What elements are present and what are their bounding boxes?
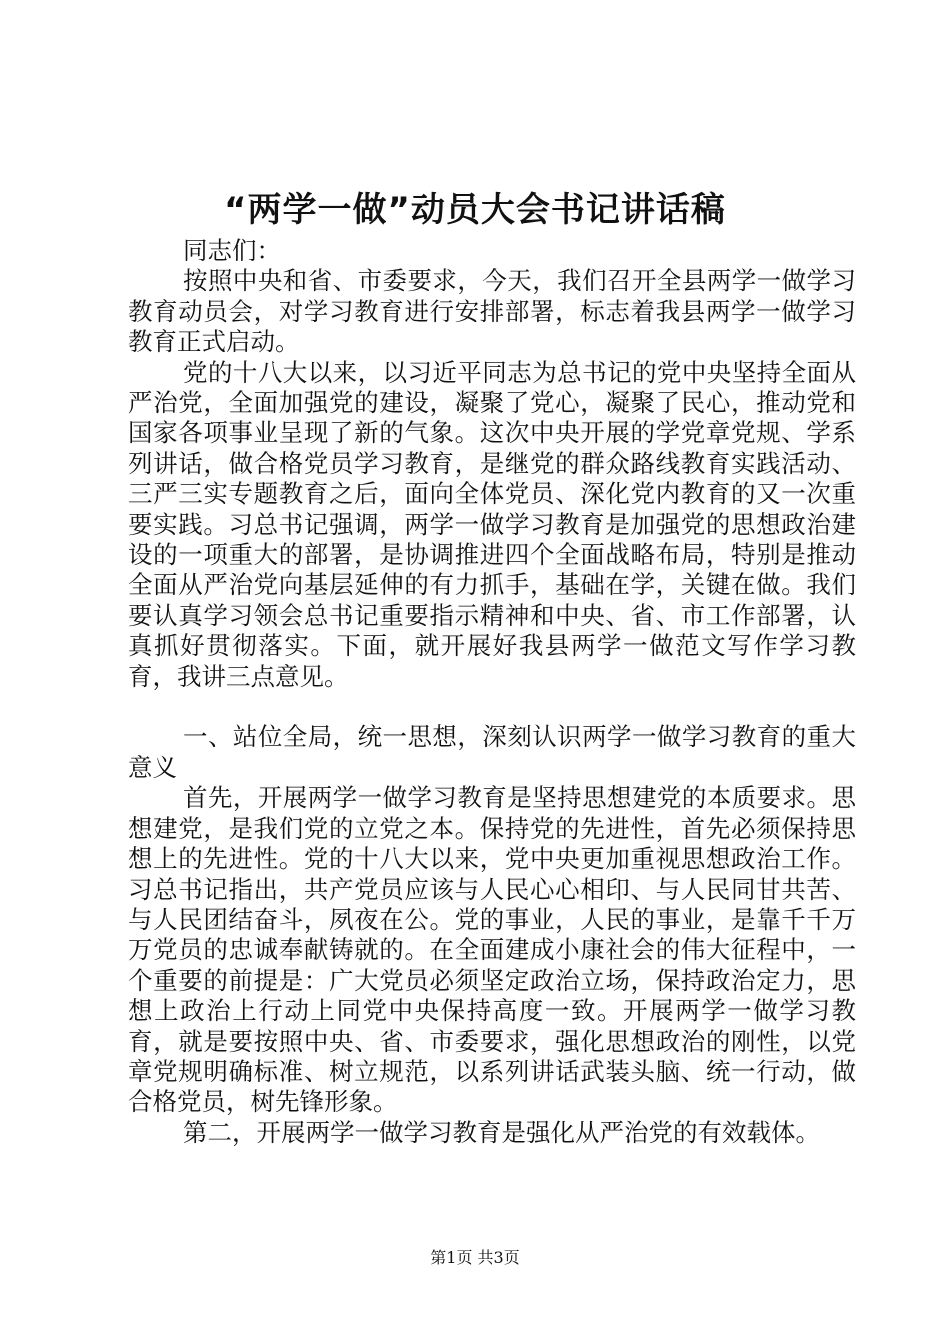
section-heading-one: 一、站位全局，统一思想，深刻认识两学一做学习教育的重大意义 — [128, 722, 856, 782]
document-body — [128, 236, 856, 1148]
paragraph-first-point: 首先，开展两学一做学习教育是坚持思想建党的本质要求。思想建党，是我们党的立党之本。保持党的先进性，首先必须保持思想上的先进性。党的十八大以来，党中央更加重视思想政治工作。习总书记指出，共产党员应该与人民心心相印、与人民同甘共苦、与人民团结奋斗，夙夜在公。党的事业，人民的事业，是靠千千万万党员的忠诚奉献铸就的。在全面建成小康社会的伟大征程中，一个重要的前提是：广大党员必须坚定政治立场，保持政治定力，思想上政治上行动上同党中央保持高度一致。开展两学一做学习教育，就是要按照中央、省、市委要求，强化思想政治的刚性，以党章党规明确标准、树立规范，以系列讲话武装头脑、统一行动，做合格党员，树先锋形象。 — [128, 783, 856, 1117]
page-number-footer: 第1页 共3页 — [430, 1248, 520, 1267]
document-title: “两学一做”动员大会书记讲话稿 — [224, 190, 726, 230]
salutation: 同志们： — [183, 236, 281, 265]
paragraph-spacer — [128, 692, 856, 722]
paragraph-intro: 按照中央和省、市委要求，今天，我们召开全县两学一做学习教育动员会，对学习教育进行安排部署，标志着我县两学一做学习教育正式启动。 — [128, 266, 856, 357]
paragraph-background: 党的十八大以来，以习近平同志为总书记的党中央坚持全面从严治党，全面加强党的建设，凝聚了党心，凝聚了民心，推动党和国家各项事业呈现了新的气象。这次中央开展的学党章党规、学系列讲话，做合格党员学习教育，是继党的群众路线教育实践活动、三严三实专题教育之后，面向全体党员、深化党内教育的又一次重要实践。习总书记强调，两学一做学习教育是加强党的思想政治建设的一项重大的部署，是协调推进四个全面战略布局，特别是推动全面从严治党向基层延伸的有力抓手，基础在学，关键在做。我们要认真学习领会总书记重要指示精神和中央、省、市工作部署，认真抓好贯彻落实。下面，就开展好我县两学一做范文写作学习教育，我讲三点意见。 — [128, 357, 856, 691]
paragraph-second-point: 第二，开展两学一做学习教育是强化从严治党的有效载体。 — [183, 1117, 820, 1147]
